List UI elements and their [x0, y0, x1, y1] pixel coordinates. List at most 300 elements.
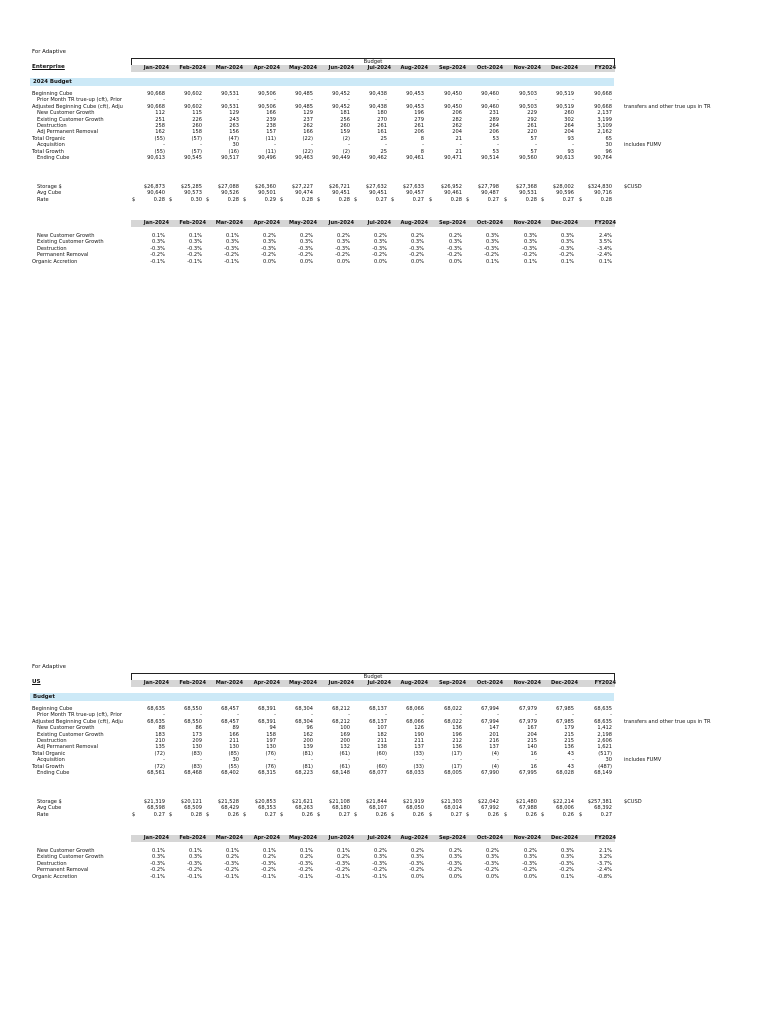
- storage-cell: $27,632: [365, 184, 387, 190]
- source-title: For Adaptive: [32, 49, 66, 55]
- pct-cell: 0.3%: [486, 854, 499, 861]
- pct-cell: -0.2%: [335, 867, 350, 874]
- pct-cell: -0.3%: [522, 245, 537, 252]
- table-cell: -: [163, 712, 165, 719]
- top-month-header: Dec-2024: [551, 680, 578, 686]
- table-cell: (17): [451, 750, 462, 757]
- table-cell: 156: [229, 129, 239, 136]
- pct-cell: -0.3%: [187, 245, 202, 252]
- storage-cell: $27,227: [291, 184, 313, 190]
- storage-cell: 68,509: [184, 805, 202, 812]
- row-label: Beginning Cube: [32, 91, 73, 97]
- pct-month-header: Jul-2024: [367, 220, 391, 226]
- storage-cell: 0.26: [227, 811, 239, 818]
- table-cell: 204: [564, 129, 574, 136]
- table-cell: 212: [452, 738, 462, 744]
- table-cell: 261: [414, 123, 424, 129]
- dollar-sign: $: [466, 811, 470, 818]
- pct-cell: -0.3%: [409, 860, 424, 867]
- pct-cell: 0.3%: [561, 848, 574, 854]
- pct-cell: 0.3%: [411, 239, 424, 246]
- table-cell: (76): [265, 750, 276, 757]
- entity-label: US: [32, 679, 41, 685]
- pct-cell: -0.1%: [335, 873, 350, 880]
- table-cell: -: [460, 757, 462, 764]
- pct-cell: 0.3%: [374, 854, 387, 861]
- top-month-header: Jan-2024: [143, 680, 169, 686]
- side-note: includes FUMV: [624, 757, 662, 764]
- table-cell: 206: [489, 129, 499, 136]
- row-label: Destruction: [37, 123, 67, 129]
- pct-cell: 0.1%: [599, 258, 612, 265]
- table-cell: 182: [377, 731, 387, 738]
- table-cell: 90,453: [406, 91, 424, 97]
- pct-cell: 0.1%: [226, 233, 239, 239]
- table-cell: 173: [192, 731, 202, 738]
- table-cell: 93: [567, 135, 574, 142]
- table-cell: (57): [191, 135, 202, 142]
- table-cell: (55): [228, 763, 239, 770]
- pct-cell: -0.2%: [335, 252, 350, 259]
- table-cell: 68,137: [369, 718, 387, 725]
- table-cell: -: [535, 97, 537, 104]
- dollar-sign: $: [504, 811, 508, 818]
- pct-cell: 0.2%: [300, 854, 313, 861]
- storage-cell: $26,952: [440, 184, 462, 190]
- pct-cell: 0.0%: [411, 258, 424, 265]
- table-cell: 1,412: [597, 725, 612, 732]
- storage-cell: 90,501: [258, 190, 276, 197]
- table-cell: 262: [452, 123, 462, 129]
- storage-cell: 68,429: [221, 805, 239, 812]
- budget-label: Budget: [363, 59, 383, 65]
- pct-cell: 0.1%: [561, 873, 574, 880]
- pct-month-header: May-2024: [289, 220, 317, 226]
- section-title: Budget: [33, 694, 55, 700]
- table-cell: 68,561: [147, 770, 165, 776]
- table-cell: 292: [527, 116, 537, 123]
- table-cell: 261: [527, 123, 537, 129]
- table-cell: 90,452: [332, 103, 350, 110]
- table-cell: -: [348, 712, 350, 719]
- table-cell: -: [311, 757, 313, 764]
- row-label: Adjusted Beginning Cube (cft), Adju: [32, 718, 123, 725]
- row-label: Adj Permanent Removal: [37, 129, 99, 136]
- table-cell: 270: [377, 116, 387, 123]
- pct-cell: -0.2%: [261, 867, 276, 874]
- storage-cell: 90,451: [332, 190, 350, 197]
- pct-month-header: Oct-2024: [476, 220, 503, 226]
- top-month-header: FY2024: [594, 680, 616, 686]
- table-cell: 21: [455, 135, 462, 142]
- table-cell: 138: [377, 744, 387, 751]
- pct-row-label: Organic Accretion: [32, 258, 78, 265]
- storage-cell: $21,108: [328, 799, 350, 805]
- table-cell: 16: [530, 750, 537, 757]
- pct-cell: -0.2%: [559, 867, 574, 874]
- table-cell: -: [497, 97, 499, 104]
- table-cell: 220: [527, 129, 537, 136]
- table-cell: 90,463: [295, 155, 313, 161]
- storage-cell: 90,461: [444, 190, 462, 197]
- pct-cell: -0.3%: [298, 860, 313, 867]
- pct-month-header: Jan-2024: [143, 835, 169, 841]
- pct-cell: 0.3%: [561, 239, 574, 246]
- top-month-header: Apr-2024: [253, 65, 280, 71]
- table-cell: 90,506: [258, 91, 276, 97]
- pct-cell: -0.3%: [522, 860, 537, 867]
- pct-cell: -0.3%: [559, 860, 574, 867]
- dollar-sign: $: [317, 196, 321, 203]
- storage-cell: $26,721: [328, 184, 350, 190]
- table-cell: 90,450: [444, 103, 462, 110]
- storage-cell: $20,121: [180, 799, 202, 805]
- table-cell: 239: [266, 116, 276, 123]
- pct-month-header: Aug-2024: [400, 835, 428, 841]
- dollar-sign: $: [391, 196, 395, 203]
- table-cell: (47): [228, 135, 239, 142]
- storage-cell: 90,526: [221, 190, 239, 197]
- pct-cell: 0.2%: [300, 233, 313, 239]
- table-cell: 196: [452, 731, 462, 738]
- table-cell: 263: [229, 123, 239, 129]
- table-cell: 279: [414, 116, 424, 123]
- row-label: Destruction: [37, 738, 67, 744]
- row-label: Acquisition: [37, 757, 65, 764]
- row-label: Adj Permanent Removal: [37, 744, 99, 751]
- pct-cell: 0.3%: [411, 854, 424, 861]
- storage-row-label: Rate: [37, 196, 49, 203]
- table-cell: -: [163, 757, 165, 764]
- top-month-header: Mar-2024: [215, 680, 243, 686]
- dollar-sign: $: [206, 811, 210, 818]
- table-cell: 204: [452, 129, 462, 136]
- table-cell: 251: [155, 116, 165, 123]
- table-cell: (55): [154, 148, 165, 155]
- pct-cell: -0.1%: [150, 258, 165, 265]
- table-cell: 226: [192, 116, 202, 123]
- table-cell: 260: [340, 123, 350, 129]
- table-cell: -: [460, 142, 462, 149]
- storage-cell: $21,621: [291, 799, 313, 805]
- table-cell: 90,519: [556, 103, 574, 110]
- pct-cell: 0.3%: [449, 854, 462, 861]
- pct-cell: 0.3%: [189, 854, 202, 861]
- storage-cell: 0.27: [487, 196, 499, 203]
- table-cell: (85): [228, 750, 239, 757]
- table-cell: (2): [342, 148, 350, 155]
- table-cell: -: [572, 757, 574, 764]
- table-cell: 68,077: [369, 770, 387, 776]
- table-cell: 90,496: [258, 155, 276, 161]
- table-cell: 68,149: [594, 770, 612, 776]
- table-cell: (55): [154, 135, 165, 142]
- table-cell: 3,199: [597, 116, 612, 123]
- storage-cell: 67,988: [519, 805, 537, 812]
- pct-cell: 0.3%: [152, 239, 165, 246]
- table-cell: (60): [376, 750, 387, 757]
- pct-cell: -0.2%: [372, 867, 387, 874]
- storage-row-label: Storage $: [37, 184, 62, 190]
- row-label: New Customer Growth: [37, 725, 95, 732]
- pct-cell: 0.2%: [411, 233, 424, 239]
- table-cell: 90,613: [556, 155, 574, 161]
- pct-cell: 0.3%: [449, 239, 462, 246]
- table-cell: 166: [303, 129, 313, 136]
- table-cell: 25: [380, 135, 387, 142]
- top-month-header: Dec-2024: [551, 65, 578, 71]
- pct-cell: -3.4%: [597, 245, 612, 252]
- table-cell: 43: [567, 750, 574, 757]
- table-cell: 53: [492, 135, 499, 142]
- table-cell: 68,635: [147, 706, 165, 712]
- pct-cell: -0.1%: [298, 873, 313, 880]
- source-title: For Adaptive: [32, 664, 66, 670]
- storage-cell: $26,360: [254, 184, 276, 190]
- pct-cell: 0.2%: [374, 848, 387, 854]
- storage-cell: 90,596: [556, 190, 574, 197]
- row-label: Total Growth: [32, 148, 64, 155]
- table-cell: 96: [605, 148, 612, 155]
- pct-month-header: Apr-2024: [253, 220, 280, 226]
- table-cell: (57): [191, 148, 202, 155]
- pct-cell: 0.2%: [226, 854, 239, 861]
- row-label: Acquisition: [37, 142, 65, 149]
- table-cell: (72): [154, 763, 165, 770]
- pct-cell: 0.1%: [337, 848, 350, 854]
- table-cell: 229: [527, 110, 537, 117]
- pct-cell: 0.0%: [449, 873, 462, 880]
- pct-cell: -0.2%: [298, 867, 313, 874]
- storage-cell: 90,457: [406, 190, 424, 197]
- storage-cell: $26,873: [143, 184, 165, 190]
- top-month-header: Jul-2024: [367, 680, 391, 686]
- table-cell: -: [274, 757, 276, 764]
- pct-month-header: Nov-2024: [513, 835, 541, 841]
- storage-cell: 67,992: [481, 805, 499, 812]
- pct-month-header: FY2024: [594, 835, 616, 841]
- table-cell: 162: [303, 731, 313, 738]
- table-cell: 200: [340, 738, 350, 744]
- dollar-sign: $: [169, 196, 173, 203]
- pct-cell: 0.1%: [152, 848, 165, 854]
- pct-cell: -0.3%: [447, 245, 462, 252]
- table-cell: (16): [228, 148, 239, 155]
- dollar-sign: $: [132, 196, 136, 203]
- table-cell: 282: [452, 116, 462, 123]
- table-cell: 65: [605, 135, 612, 142]
- table-cell: 30: [232, 142, 239, 149]
- pct-cell: 0.0%: [411, 873, 424, 880]
- table-cell: -: [572, 142, 574, 149]
- pct-row-label: Permanent Removal: [37, 867, 89, 874]
- pct-cell: 0.3%: [486, 233, 499, 239]
- table-cell: 90,503: [519, 91, 537, 97]
- pct-cell: 0.3%: [374, 239, 387, 246]
- storage-cell: 68,353: [258, 805, 276, 812]
- storage-cell: 90,640: [147, 190, 165, 197]
- pct-cell: 0.1%: [226, 848, 239, 854]
- table-cell: 30: [232, 757, 239, 764]
- pct-cell: -0.3%: [150, 860, 165, 867]
- table-cell: 67,995: [519, 770, 537, 776]
- storage-cell: 68,014: [444, 805, 462, 812]
- table-cell: 1,621: [597, 744, 612, 751]
- table-cell: -: [610, 712, 612, 719]
- pct-row-label: New Customer Growth: [37, 233, 95, 239]
- table-cell: (83): [191, 750, 202, 757]
- pct-month-header: Aug-2024: [400, 220, 428, 226]
- table-cell: 147: [489, 725, 499, 732]
- table-cell: 197: [266, 738, 276, 744]
- table-cell: (81): [302, 750, 313, 757]
- table-cell: 68,304: [295, 706, 313, 712]
- table-cell: 68,550: [184, 718, 202, 725]
- pct-cell: 0.1%: [263, 848, 276, 854]
- pct-cell: -0.2%: [409, 867, 424, 874]
- table-cell: 126: [414, 725, 424, 732]
- pct-cell: 0.0%: [337, 258, 350, 265]
- table-cell: 137: [414, 744, 424, 751]
- table-cell: 68,457: [221, 718, 239, 725]
- table-cell: -: [535, 757, 537, 764]
- pct-month-header: Feb-2024: [179, 220, 206, 226]
- pct-cell: -0.3%: [559, 245, 574, 252]
- table-cell: 215: [564, 738, 574, 744]
- pct-month-header: Sep-2024: [438, 220, 466, 226]
- table-cell: -: [497, 757, 499, 764]
- table-cell: 158: [266, 731, 276, 738]
- table-cell: -: [422, 757, 424, 764]
- pct-cell: -0.3%: [224, 860, 239, 867]
- storage-cell: 0.26: [562, 811, 574, 818]
- storage-cell: 0.28: [525, 196, 537, 203]
- pct-cell: -0.3%: [372, 860, 387, 867]
- table-cell: 180: [377, 110, 387, 117]
- table-cell: 30: [605, 142, 612, 149]
- table-cell: 289: [489, 116, 499, 123]
- pct-row-label: Organic Accretion: [32, 873, 78, 880]
- pct-month-header: Jan-2024: [143, 220, 169, 226]
- storage-cell: $21,528: [217, 799, 239, 805]
- table-cell: 210: [155, 738, 165, 744]
- row-label: Ending Cube: [37, 155, 70, 161]
- table-cell: 68,223: [295, 770, 313, 776]
- table-cell: (33): [413, 763, 424, 770]
- table-cell: 130: [192, 744, 202, 751]
- table-cell: -: [385, 142, 387, 149]
- top-month-header: Aug-2024: [400, 65, 428, 71]
- pct-cell: 0.2%: [411, 848, 424, 854]
- pct-cell: 0.3%: [524, 239, 537, 246]
- table-cell: 206: [452, 110, 462, 117]
- dollar-sign: $: [243, 811, 247, 818]
- table-cell: 90,438: [369, 103, 387, 110]
- table-cell: 90,560: [519, 155, 537, 161]
- pct-cell: 0.0%: [374, 258, 387, 265]
- side-note: transfers and other true ups in TR: [624, 718, 711, 725]
- pct-cell: 0.0%: [300, 258, 313, 265]
- table-cell: 68,005: [444, 770, 462, 776]
- table-cell: 68,315: [258, 770, 276, 776]
- pct-month-header: Apr-2024: [253, 835, 280, 841]
- table-cell: 206: [414, 129, 424, 136]
- table-cell: 158: [192, 129, 202, 136]
- table-cell: 68,635: [594, 718, 612, 725]
- table-cell: -: [163, 97, 165, 104]
- table-cell: 90,668: [594, 103, 612, 110]
- table-cell: -: [535, 712, 537, 719]
- table-cell: 211: [229, 738, 239, 744]
- table-cell: 8: [420, 148, 424, 155]
- table-cell: (22): [302, 135, 313, 142]
- table-cell: -: [460, 712, 462, 719]
- table-cell: 2,198: [597, 731, 612, 738]
- dollar-sign: $: [169, 811, 173, 818]
- storage-cell: $27,088: [217, 184, 239, 190]
- table-cell: (4): [491, 763, 499, 770]
- table-cell: 67,985: [556, 718, 574, 725]
- storage-cell: 68,006: [556, 805, 574, 812]
- table-cell: 89: [232, 725, 239, 732]
- table-cell: 67,979: [519, 718, 537, 725]
- table-cell: 68,457: [221, 706, 239, 712]
- pct-cell: 0.2%: [374, 233, 387, 239]
- table-cell: 136: [452, 725, 462, 732]
- pct-cell: -0.3%: [409, 245, 424, 252]
- table-cell: 90,545: [184, 155, 202, 161]
- table-cell: 2,137: [597, 110, 612, 117]
- table-cell: 90,471: [444, 155, 462, 161]
- table-cell: -: [237, 97, 239, 104]
- dollar-sign: $: [206, 196, 210, 203]
- table-cell: 8: [420, 135, 424, 142]
- table-cell: 90,506: [258, 103, 276, 110]
- pct-cell: -0.1%: [372, 873, 387, 880]
- table-cell: -: [497, 712, 499, 719]
- table-cell: -: [200, 712, 202, 719]
- table-cell: 261: [377, 123, 387, 129]
- table-cell: 90,461: [406, 155, 424, 161]
- pct-cell: 0.0%: [263, 258, 276, 265]
- storage-row-label: Rate: [37, 811, 49, 818]
- dollar-sign: $: [280, 811, 284, 818]
- dollar-sign: $: [541, 196, 545, 203]
- pct-cell: -3.7%: [597, 860, 612, 867]
- table-cell: 130: [229, 744, 239, 751]
- pct-row-label: Destruction: [37, 860, 67, 867]
- storage-cell: $21,319: [143, 799, 165, 805]
- table-cell: 90,519: [556, 91, 574, 97]
- storage-cell: 0.26: [375, 811, 387, 818]
- side-note: includes FUMV: [624, 142, 662, 149]
- pct-month-header: Dec-2024: [551, 835, 578, 841]
- table-cell: (2): [342, 135, 350, 142]
- storage-cell: 0.29: [264, 196, 276, 203]
- table-cell: 216: [489, 738, 499, 744]
- dollar-sign: $: [317, 811, 321, 818]
- table-cell: 302: [564, 116, 574, 123]
- table-cell: 90,485: [295, 103, 313, 110]
- table-cell: 260: [192, 123, 202, 129]
- pct-cell: 0.2%: [337, 854, 350, 861]
- top-month-header: Feb-2024: [179, 65, 206, 71]
- table-cell: 196: [414, 110, 424, 117]
- table-cell: 3,109: [597, 123, 612, 129]
- table-cell: 90,514: [481, 155, 499, 161]
- table-cell: 68,022: [444, 706, 462, 712]
- table-cell: 57: [530, 135, 537, 142]
